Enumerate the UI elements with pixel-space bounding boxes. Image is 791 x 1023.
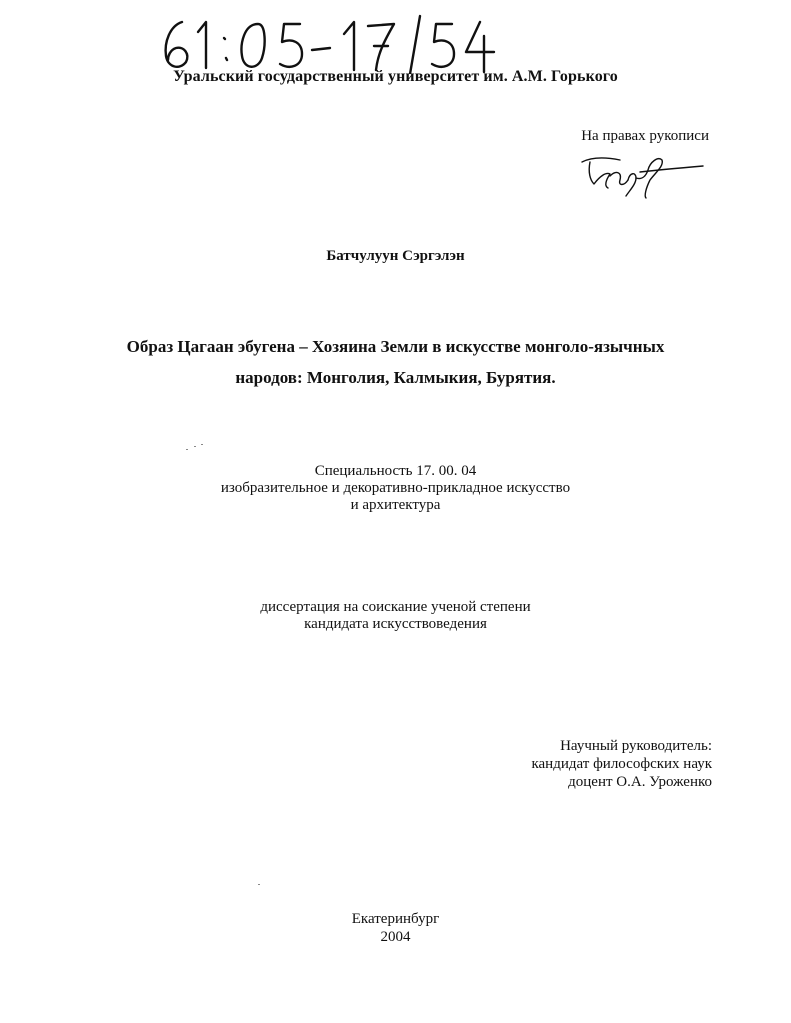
scan-speck	[201, 444, 203, 445]
specialty-name-line-1: изобразительное и декоративно-прикладное искусство	[220, 480, 571, 496]
title-line-1: Образ Цагаан эбугена – Хозяина Земли в искусстве монголо-язычных	[126, 337, 665, 356]
specialty-block	[0, 463, 791, 514]
title-line-2: народов: Монголия, Калмыкия, Бурятия.	[235, 368, 556, 387]
year: 2004	[380, 929, 411, 945]
specialty-name-line-2: и архитектура	[350, 497, 441, 513]
city: Екатеринбург	[351, 911, 440, 927]
scan-speck	[258, 884, 260, 885]
advisor-degree: кандидат философских наук	[531, 756, 712, 772]
advisor-block	[531, 737, 712, 791]
specialty-code: Специальность 17. 00. 04	[314, 463, 477, 479]
degree-line-1: диссертация на соискание ученой степени	[260, 599, 531, 615]
degree-block	[0, 599, 791, 633]
university-name: Уральский государственный университет им. А.М. Горького	[173, 68, 618, 85]
dissertation-title	[80, 331, 711, 393]
degree-line-2: кандидата искусствоведения	[304, 616, 487, 632]
manuscript-rights-note: На правах рукописи	[581, 128, 709, 144]
advisor-heading: Научный руководитель:	[560, 738, 712, 754]
author-name: Батчулуун Сэргэлэн	[326, 248, 465, 264]
handwritten-archive-code	[0, 12, 520, 74]
author-signature	[580, 150, 705, 200]
scan-speck	[194, 446, 196, 447]
advisor-name: доцент О.А. Уроженко	[568, 774, 712, 790]
city-year-block	[0, 910, 791, 946]
scan-speck	[186, 449, 188, 450]
